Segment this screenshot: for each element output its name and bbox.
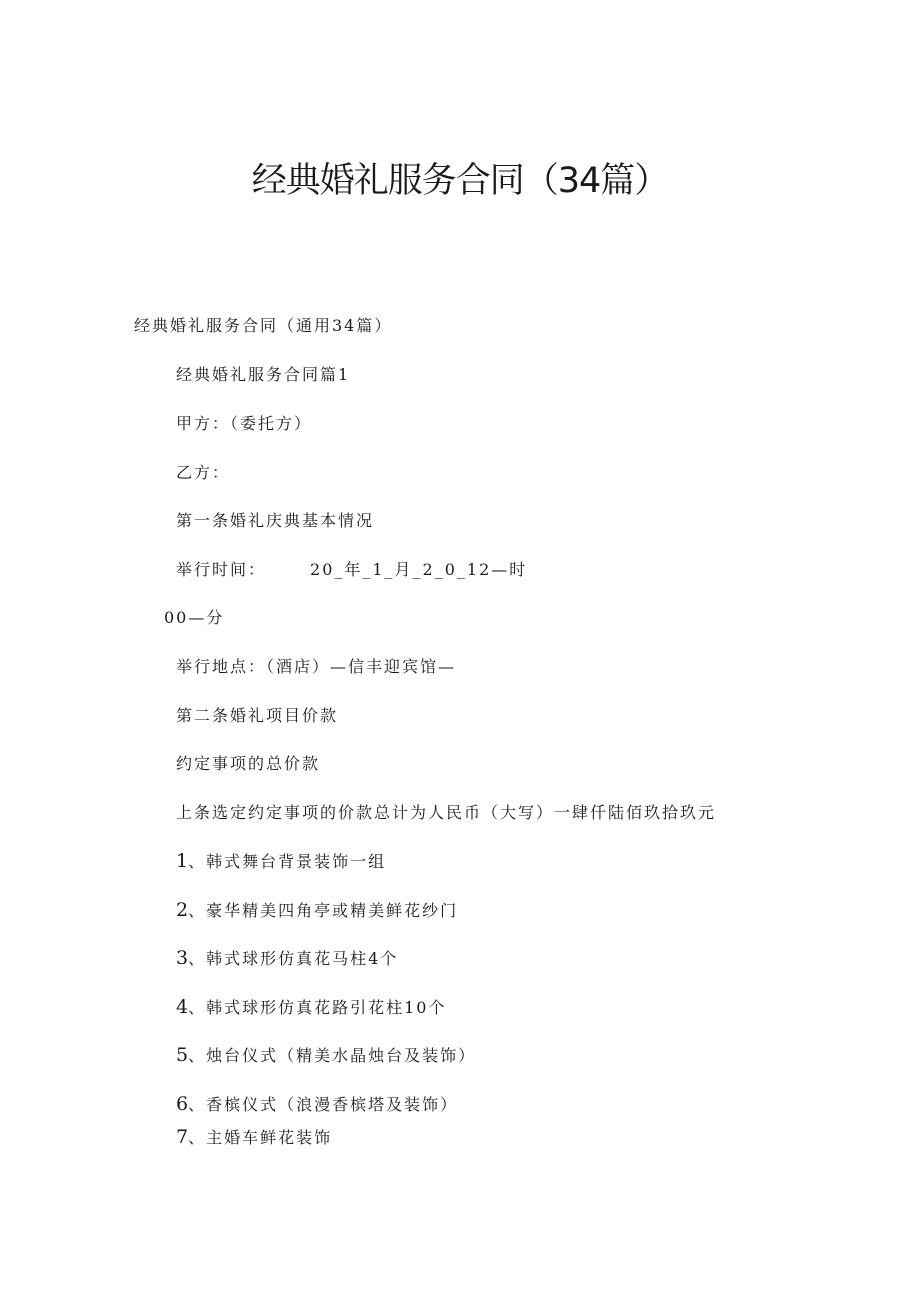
time-label: 举行时间：: [176, 560, 267, 579]
article-1-heading: 第一条婚礼庆典基本情况: [176, 511, 375, 530]
ceremony-time-line: [176, 559, 527, 581]
time-value: 20_年_1_月_2_0_12—时: [310, 560, 528, 579]
agreed-total-label: 约定事项的总价款: [176, 754, 321, 773]
ceremony-location-line: 举行地点：（酒店）—信丰迎宾馆—: [176, 657, 457, 676]
list-item: 4、韩式球形仿真花路引花柱10个: [176, 996, 447, 1018]
list-item: 2、豪华精美四角亭或精美鲜花纱门: [176, 899, 459, 921]
ceremony-time-minutes: 00—分: [164, 608, 225, 627]
list-item: 7、主婚车鲜花装饰: [176, 1126, 333, 1148]
section-heading: 经典婚礼服务合同篇1: [176, 365, 351, 384]
list-item: 1、韩式舞台背景装饰一组: [176, 850, 387, 872]
party-a-line: 甲方：（委托方）: [176, 414, 313, 433]
article-2-heading: 第二条婚礼项目价款: [176, 706, 339, 725]
document-subtitle: 经典婚礼服务合同（通用34篇）: [134, 316, 393, 335]
document-title: 经典婚礼服务合同（34篇）: [251, 161, 669, 201]
party-b-line: 乙方：: [176, 463, 231, 482]
total-amount-text: 上条选定约定事项的价款总计为人民币（大写）一肆仟陆佰玖拾玖元: [176, 803, 717, 822]
list-item: 5、烛台仪式（精美水晶烛台及装饰）: [176, 1044, 477, 1066]
list-item: 6、香槟仪式（浪漫香槟塔及装饰）: [176, 1093, 459, 1115]
list-item: 3、韩式球形仿真花马柱4个: [176, 947, 399, 969]
